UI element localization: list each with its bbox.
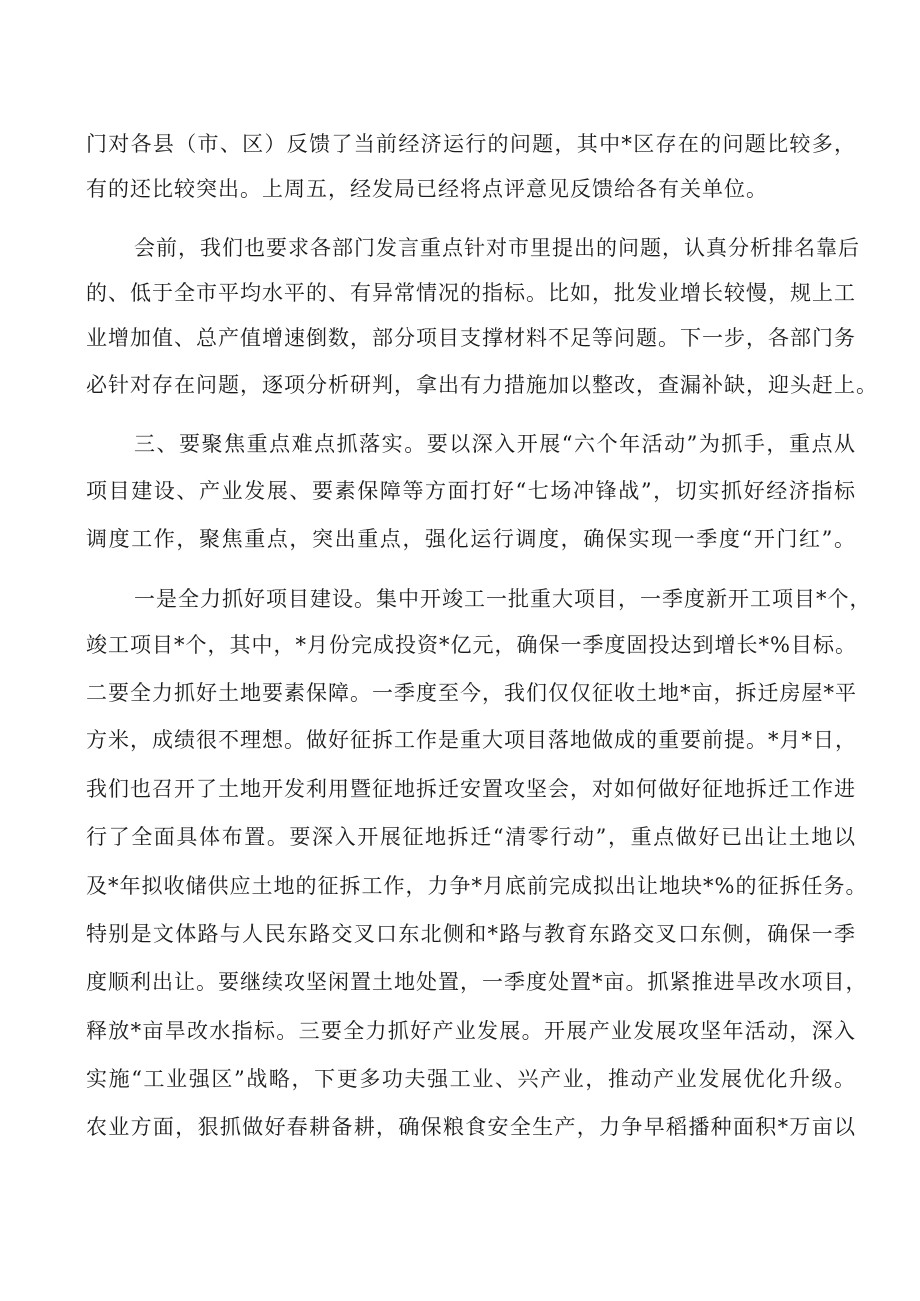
text-line: 度顺利出让。要继续攻坚闲置土地处置，一季度处置*亩。抓紧推进旱改水项目， [86, 970, 868, 994]
text-line: 三、要聚焦重点难点抓落实。要以深入开展“六个年活动”为抓手，重点从 [134, 432, 856, 456]
text-line: 行了全面具体布置。要深入开展征地拆迁“清零行动”，重点做好已出让土地以 [86, 825, 856, 849]
text-line: 释放*亩旱改水指标。三要全力抓好产业发展。开展产业发展攻坚年活动，深入 [86, 1019, 856, 1043]
text-line: 二要全力抓好土地要素保障。一季度至今，我们仅仅征收土地*亩，拆迁房屋*平 [86, 681, 857, 705]
text-line: 有的还比较突出。上周五，经发局已经将点评意见反馈给各有关单位。 [86, 177, 768, 201]
text-line: 业增加值、总产值增速倒数，部分项目支撑材料不足等问题。下一步，各部门务 [86, 326, 856, 350]
text-line: 调度工作，聚焦重点，突出重点，强化运行调度，确保实现一季度“开门红”。 [86, 527, 856, 551]
text-line: 门对各县（市、区）反馈了当前经济运行的问题，其中*区存在的问题比较多， [86, 132, 856, 156]
text-line: 一是全力抓好项目建设。集中开竣工一批重大项目，一季度新开工项目*个， [134, 587, 872, 611]
text-line: 我们也召开了土地开发利用暨征地拆迁安置攻坚会，对如何做好征地拆迁工作进 [86, 777, 856, 801]
text-line: 竣工项目*个，其中，*月份完成投资*亿元，确保一季度固投达到增长*%目标。 [86, 633, 857, 657]
text-line: 方米，成绩很不理想。做好征拆工作是重大项目落地做成的重要前提。*月*日， [86, 728, 857, 752]
text-line: 会前，我们也要求各部门发言重点针对市里提出的问题，认真分析排名靠后 [134, 236, 860, 260]
text-line: 的、低于全市平均水平的、有异常情况的指标。比如，批发业增长较慢，规上工 [86, 281, 856, 305]
text-line: 特别是文体路与人民东路交叉口东北侧和*路与教育东路交叉口东侧，确保一季 [86, 922, 856, 946]
text-line: 农业方面，狠抓做好春耕备耕，确保粮食安全生产，力争早稻播种面积*万亩以 [86, 1115, 856, 1139]
text-line: 必针对存在问题，逐项分析研判，拿出有力措施加以整改，查漏补缺，迎头赶上。 [86, 373, 878, 397]
text-line: 实施“工业强区”战略，下更多功夫强工业、兴产业，推动产业发展优化升级。 [86, 1067, 856, 1091]
text-line: 及*年拟收储供应土地的征拆工作，力争*月底前完成拟出让地块*%的征拆任务。 [86, 874, 868, 898]
text-line: 项目建设、产业发展、要素保障等方面打好“七场冲锋战”，切实抓好经济指标 [86, 479, 856, 503]
